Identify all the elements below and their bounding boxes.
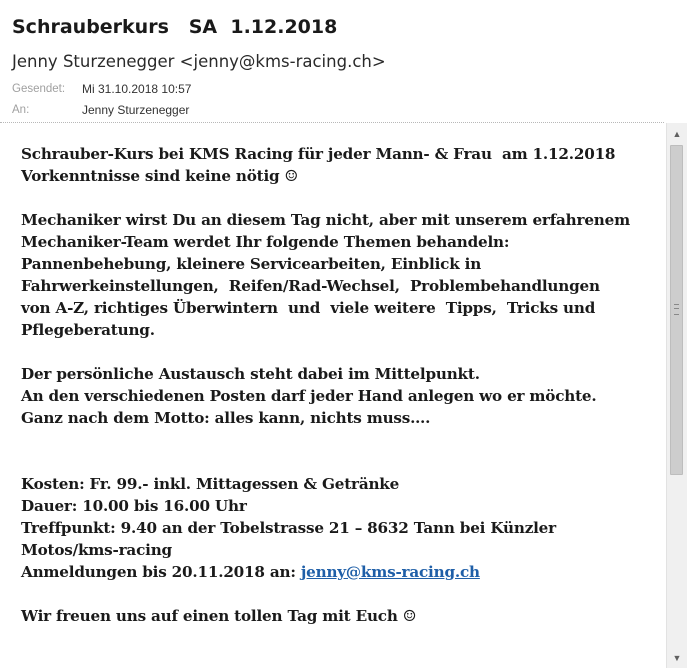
body-line: von A-Z, richtiges Überwintern und viele weitere Tipps, Tricks und [21, 299, 596, 317]
sent-value: Mi 31.10.2018 10:57 [82, 82, 192, 96]
message-body [0, 123, 664, 668]
closing-line: Wir freuen uns auf einen tollen Tag mit Euch ☺ [21, 607, 417, 625]
registration-line [21, 561, 661, 583]
body-line: An den verschiedenen Posten darf jeder Hand anlegen wo er möchte. [21, 387, 597, 405]
scrollbar-thumb[interactable] [670, 145, 683, 475]
paragraph-gap [21, 187, 661, 209]
registration-text: Anmeldungen bis 20.11.2018 an: [21, 563, 301, 581]
vertical-scrollbar[interactable] [666, 123, 687, 668]
body-line: Pflegeberatung. [21, 321, 155, 339]
meeting-point-line: Treffpunkt: 9.40 an der Tobelstrasse 21 – 8632 Tann bei Künzler [21, 519, 556, 537]
to-label: An: [12, 104, 30, 116]
meeting-point-line: Motos/kms-racing [21, 541, 172, 559]
body-line: Mechaniker wirst Du an diesem Tag nicht, aber mit unserem erfahrenem [21, 211, 630, 229]
paragraph-gap [21, 583, 661, 605]
message-text [21, 143, 661, 627]
grip-icon [674, 304, 679, 315]
email-header [0, 0, 698, 122]
body-line: Der persönliche Austausch steht dabei im Mittelpunkt. [21, 365, 480, 383]
sent-label: Gesendet: [12, 83, 66, 95]
email-link[interactable]: jenny@kms-racing.ch [300, 563, 480, 581]
paragraph-gap [21, 341, 661, 363]
paragraph-gap [21, 429, 661, 451]
body-line: Pannenbehebung, kleinere Servicearbeiten, Einblick in [21, 255, 482, 273]
body-line: Fahrwerkeinstellungen, Reifen/Rad-Wechsel, Problembehandlungen [21, 277, 600, 295]
scroll-up-icon[interactable]: ▲ [672, 129, 682, 139]
email-subject: Schrauberkurs SA 1.12.2018 [12, 16, 338, 38]
body-line: Schrauber-Kurs bei KMS Racing für jeder Mann- & Frau am 1.12.2018 [21, 145, 616, 163]
body-line: Mechaniker-Team werdet Ihr folgende Themen behandeln: [21, 233, 510, 251]
duration-line: Dauer: 10.00 bis 16.00 Uhr [21, 497, 247, 515]
recipient[interactable]: Jenny Sturzenegger [82, 103, 190, 117]
scroll-down-icon[interactable]: ▼ [672, 653, 682, 663]
costs-line: Kosten: Fr. 99.- inkl. Mittagessen & Getränke [21, 475, 400, 493]
body-line: Ganz nach dem Motto: alles kann, nichts muss…. [21, 409, 431, 427]
paragraph-gap [21, 451, 661, 473]
email-sender[interactable]: Jenny Sturzenegger <jenny@kms-racing.ch> [12, 52, 386, 71]
body-line: Vorkenntnisse sind keine nötig ☺ [21, 167, 298, 185]
